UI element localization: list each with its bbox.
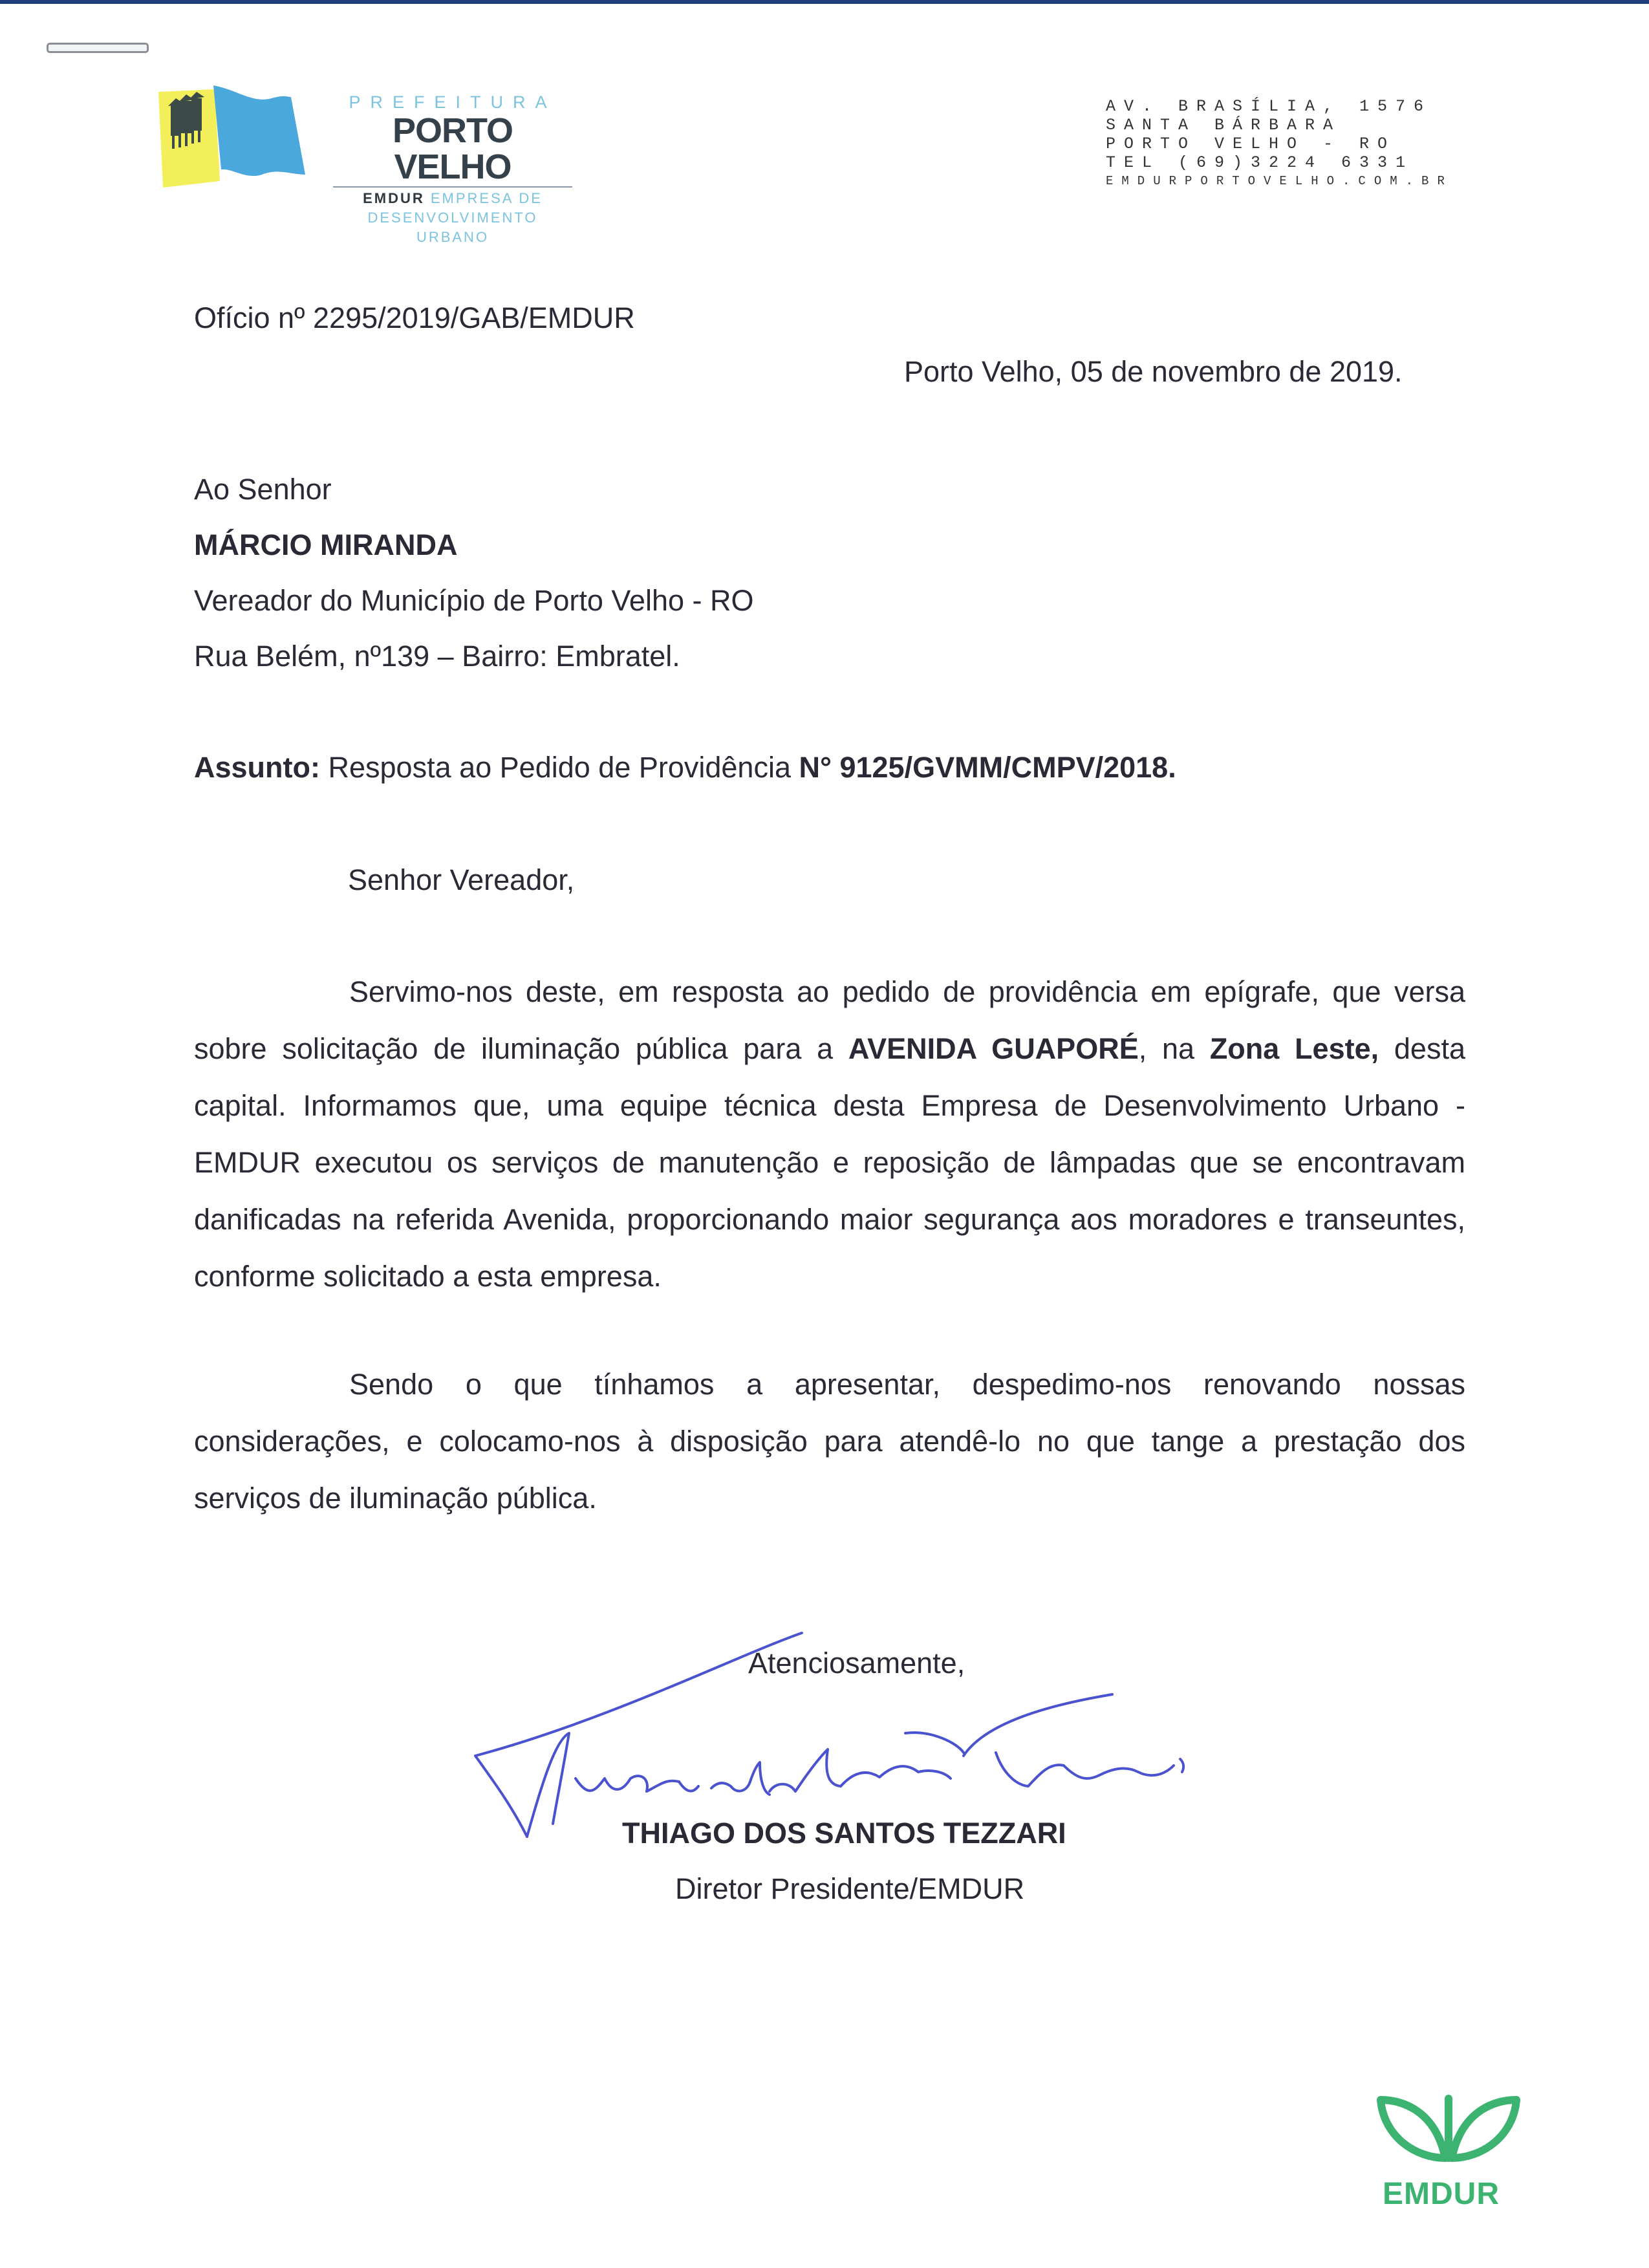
recipient-name: MÁRCIO MIRANDA: [194, 528, 458, 561]
signer-name: THIAGO DOS SANTOS TEZZARI: [622, 1817, 1066, 1850]
subject-line: [194, 750, 1176, 785]
closing: Atenciosamente,: [748, 1647, 965, 1679]
oficio-number: Ofício nº 2295/2019/GAB/EMDUR: [194, 301, 635, 334]
address-website: EMDURPORTOVELHO.COM.BR: [1106, 174, 1453, 188]
subject-reference: N° 9125/GVMM/CMPV/2018.: [799, 751, 1176, 784]
logo-city: PORTO VELHO: [333, 113, 572, 188]
address-phone: TEL (69)3224 6331: [1106, 153, 1414, 172]
logo-prefeitura: PREFEITURA: [349, 92, 557, 112]
emdur-logo: [1364, 2086, 1533, 2215]
logo-empresa-2: DESENVOLVIMENTO: [367, 210, 538, 226]
letterhead-address: [1106, 97, 1453, 191]
address-street: AV. BRASÍLIA, 1576: [1106, 97, 1432, 116]
letter-date: Porto Velho, 05 de novembro de 2019.: [904, 355, 1403, 388]
body-paragraph-2: Sendo o que tínhamos a apresentar, despedimo-nos renovando nossas considerações, e colocamo-nos à disposição para atendê-lo no que tange a prestação dos serviços de iluminação pública.: [194, 1368, 1465, 1515]
signer-role: Diretor Presidente/EMDUR: [675, 1872, 1025, 1905]
leaf-sprout-icon: [1364, 2086, 1533, 2176]
logo-emdur-line: [333, 190, 572, 207]
recipient-title: Vereador do Município de Porto Velho - RO: [194, 584, 754, 617]
address-city: PORTO VELHO - RO: [1106, 135, 1396, 153]
subject-text: Resposta ao Pedido de Providência: [320, 751, 799, 784]
body-paragraph-1: Servimo-nos deste, em resposta ao pedido de providência em epígrafe, que versa sobre solicitação de iluminação pública para a AVENIDA GUAPORÉ, na Zona Leste, desta capital. Informamos que, uma equipe técnica desta Empresa de Desenvolvimento Urbano - EMDUR executou os serviços de manutenção e reposição de lâmpadas que se encontravam danificadas na referida Avenida, proporcionando maior segurança aos moradores e transeuntes, conforme solicitado a esta empresa.: [194, 975, 1465, 1293]
logo-empresa-1: EMPRESA DE: [430, 190, 543, 206]
recipient-salutation: Ao Senhor: [194, 473, 332, 506]
logo-emdur: EMDUR: [363, 190, 425, 206]
porto-velho-flag-icon: [155, 78, 310, 188]
staple: [47, 43, 149, 53]
logo-empresa-3: URBANO: [416, 229, 490, 245]
prefeitura-logo: [155, 78, 576, 245]
zone-name: Zona Leste,: [1209, 1032, 1379, 1065]
scan-top-edge: [0, 0, 1649, 4]
subject-label: Assunto:: [194, 751, 320, 784]
handwritten-signature: [466, 1617, 1436, 1895]
recipient-address: Rua Belém, nº139 – Bairro: Embratel.: [194, 640, 680, 673]
address-neighborhood: SANTA BÁRBARA: [1106, 116, 1342, 135]
street-name: AVENIDA GUAPORÉ: [848, 1032, 1139, 1065]
emdur-logo-text: EMDUR: [1383, 2177, 1500, 2211]
greeting: Senhor Vereador,: [348, 863, 575, 896]
